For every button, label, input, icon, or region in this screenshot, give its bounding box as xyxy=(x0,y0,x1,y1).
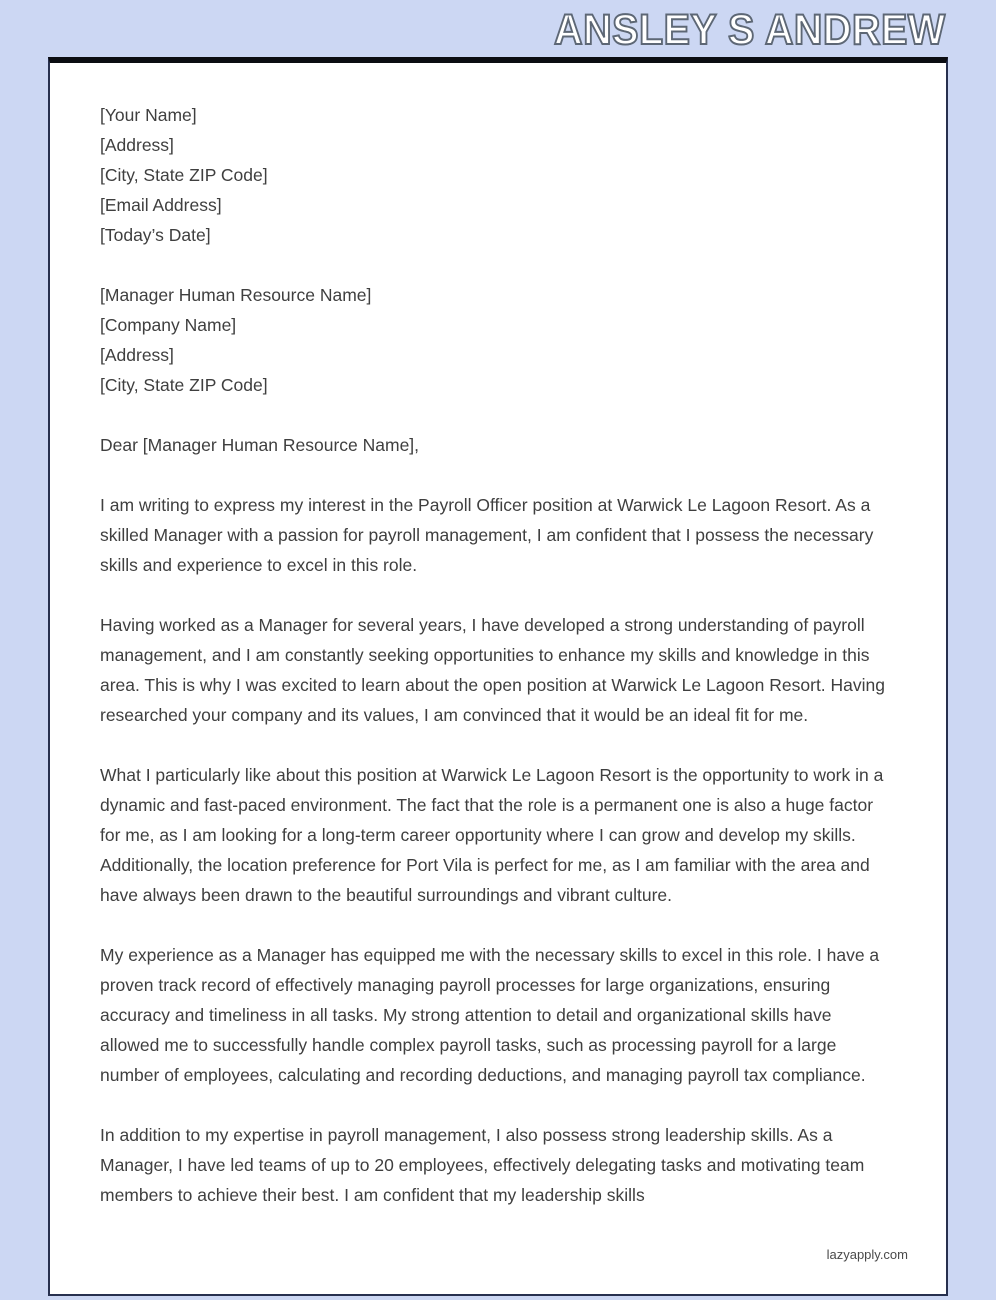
body-paragraph-5: In addition to my expertise in payroll management, I also possess strong leadership skills. As a Manager, I have led teams of up to 20 employees, effectively delegating tasks and motivating team members to achieve their best. I am confident that my leadership skills xyxy=(100,1125,865,1205)
recipient-city-line: [City, State ZIP Code] xyxy=(100,375,268,395)
watermark-lazyapply: lazyapply.com xyxy=(826,1247,908,1262)
sender-name-line: [Your Name] xyxy=(100,105,197,125)
sender-city-line: [City, State ZIP Code] xyxy=(100,165,268,185)
sender-date-line: [Today’s Date] xyxy=(100,225,211,245)
body-paragraph-3: What I particularly like about this position at Warwick Le Lagoon Resort is the opportunity to work in a dynamic and fast-paced environment. The fact that the role is a permanent one is also a huge factor for me, as I am looking for a long-term career opportunity where I can grow and develop my skills. Additionally, the location preference for Port Vila is perfect for me, as I am familiar with the area and have always been drawn to the beautiful surroundings and vibrant culture. xyxy=(100,765,884,905)
letter-content xyxy=(50,63,946,1210)
recipient-company-line: [Company Name] xyxy=(100,315,237,335)
sender-email-line: [Email Address] xyxy=(100,195,222,215)
letterhead-name: ANSLEY S ANDREW xyxy=(554,6,946,54)
sender-block xyxy=(100,100,894,250)
body-paragraph-2: Having worked as a Manager for several years, I have developed a strong understanding of payroll management, and I am constantly seeking opportunities to enhance my skills and knowledge in this area. This is why I was excited to learn about the open position at Warwick Le Lagoon Resort. Having researched your company and its values, I am convinced that it would be an ideal fit for me. xyxy=(100,615,886,725)
recipient-block xyxy=(100,280,894,400)
recipient-address-line: [Address] xyxy=(100,345,174,365)
sender-address-line: [Address] xyxy=(100,135,174,155)
body-paragraph-1: I am writing to express my interest in the Payroll Officer position at Warwick Le Lagoon Resort. As a skilled Manager with a passion for payroll management, I am confident that I possess the necessary skills and experience to excel in this role. xyxy=(100,495,874,575)
letter-page xyxy=(48,57,948,1296)
body-paragraph-4: My experience as a Manager has equipped me with the necessary skills to excel in this role. I have a proven track record of effectively managing payroll processes for large organizations, ensuring accuracy and timeliness in all tasks. My strong attention to detail and organizational skills have allowed me to successfully handle complex payroll tasks, such as processing payroll for a large number of employees, calculating and recording deductions, and managing payroll tax compliance. xyxy=(100,945,880,1085)
salutation: Dear [Manager Human Resource Name], xyxy=(100,435,420,455)
recipient-name-line: [Manager Human Resource Name] xyxy=(100,285,372,305)
